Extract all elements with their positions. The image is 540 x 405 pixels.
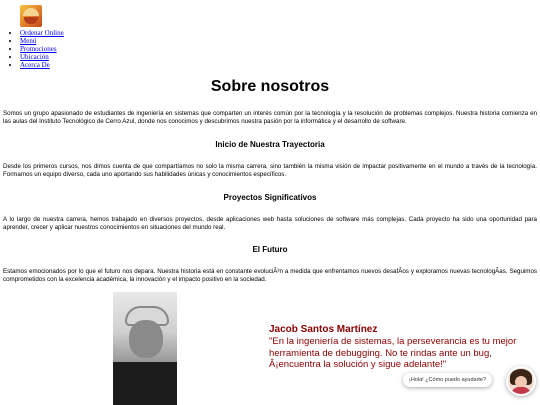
member-photo [113,292,177,405]
section-text-futuro: Estamos emocionados por lo que el futuro nos depara. Nuestra historia está en constante evoluciÃ³n a medida que enfrentamos nuevos desafÃos y exploramos nuevas tecnologÃas. Seguimos comprometidos con la excelencia académica, la innovación y el impacto positivo en la sociedad. [3,268,537,283]
shirt-shape [113,362,177,405]
avatar-body [511,387,531,396]
top-navigation [4,5,64,69]
nav-link-ubicacion[interactable]: Ubicación [20,53,49,61]
section-heading-trayectoria: Inicio de Nuestra Trayectoria [215,140,325,149]
chat-prompt-bubble[interactable]: ¡Hola! ¿Cómo puedo ayudarte? [403,373,492,387]
nav-item-ubicacion [20,53,64,61]
nav-link-acerca-de[interactable]: Acerca De [20,61,50,69]
nav-link-ordenar-online[interactable]: Ordenar Online [20,29,64,37]
nav-item-menu [20,37,64,45]
restaurant-logo-icon[interactable] [20,5,42,27]
nav-menu [4,29,64,69]
chat-assistant-avatar-icon[interactable] [506,366,536,396]
member-quote: "En la ingeniería de sistemas, la perseverancia es tu mejor herramienta de debugging. No te rindas ante un bug, Â¡encuentra la solución y sigue adelante!" [269,336,517,370]
section-text-trayectoria: Desde los primeros cursos, nos dimos cuenta de que compartíamos no solo la misma carrera, sino también la misma visión de impactar positivamente en el mundo a través de la tecnología. Formamos un equipo diverso, cada uno aportando sus habilidades únicas y conocimientos específicos. [3,163,537,178]
member-name: Jacob Santos Martínez [269,324,378,335]
nav-item-ordenar [20,29,64,37]
nav-item-promociones [20,45,64,53]
section-heading-proyectos: Proyectos Significativos [223,193,317,202]
nav-item-acerca [20,61,64,69]
nav-link-menu[interactable]: Menú [20,37,37,45]
section-text-proyectos: A lo largo de nuestra carrera, hemos trabajado en diversos proyectos, desde aplicaciones web hasta soluciones de software más complejas. Cada proyecto ha sido una oportunidad para aprender, crecer y aplicar nuestros conocimientos en situaciones del mundo real. [3,216,537,231]
face-shape [129,320,163,358]
section-heading-futuro: El Futuro [252,245,288,254]
intro-paragraph: Somos un grupo apasionado de estudiantes de ingeniería en sistemas que comparten un interés común por la tecnología y la resolución de problemas complejos. Nuestra historia comienza en las aulas del Instituto Tecnológico de Cerro Azul, donde nos conocimos y descubrimos nuestra pasión por la informática y el desarrollo de software. [3,110,537,125]
nav-link-promociones[interactable]: Promociones [20,45,57,53]
page-title: Sobre nosotros [210,78,330,95]
